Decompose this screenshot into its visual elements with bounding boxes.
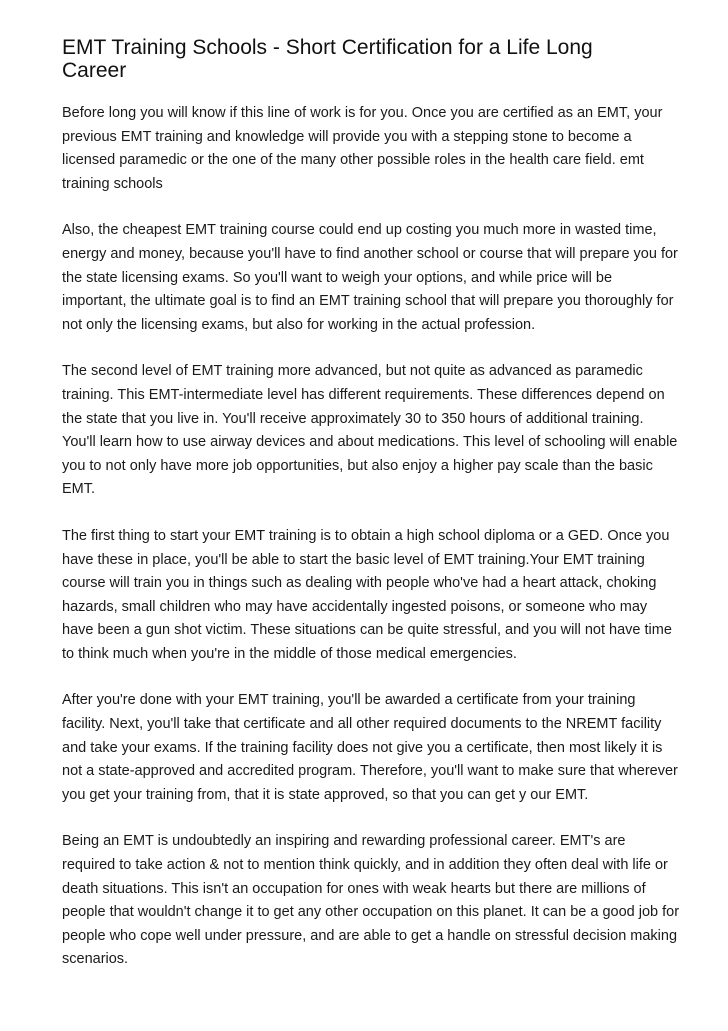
- paragraph-2: Also, the cheapest EMT training course could end up costing you much more in wasted time, energy and money, because you'll have to find another school or course that will prepare you for the state licensing exams. So you'll want to weigh your options, and while price will be important, the ultimate goal is to find an EMT training school that will prepare you thoroughly for not only the licensing exams, but also for working in the actual profession.: [62, 222, 678, 333]
- paragraph-3: The second level of EMT training more advanced, but not quite as advanced as paramedic training. This EMT-intermediate level has different requirements. These differences depend on the state that you live in. You'll receive approximately 30 to 350 hours of additional training. You'll learn how to use airway devices and about medications. This level of schooling will enable you to not only have more job opportunities, but also enjoy a higher pay scale than the basic EMT.: [62, 363, 678, 498]
- paragraph-5: After you're done with your EMT training, you'll be awarded a certificate from your training facility. Next, you'll take that certificate and all other required documents to the NREMT facility and take your exams. If the training facility does not give you a certificate, then most likely it is not a state-approved and accredited program. Therefore, you'll want to make sure that wherever you get your training from, that it is state approved, so that you can get y our EMT.: [62, 692, 678, 803]
- paragraph-6: Being an EMT is undoubtedly an inspiring and rewarding professional career. EMT's are required to take action & not to mention think quickly, and in addition they often deal with life or death situations. This isn't an occupation for ones with weak hearts but there are millions of people that wouldn't change it to get any other occupation on this planet. It can be a good job for people who cope well under pressure, and are able to get a handle on stressful decision making scenarios.: [62, 833, 680, 968]
- paragraph-4: The first thing to start your EMT training is to obtain a high school diploma or a GED. Once you have these in place, you'll be able to start the basic level of EMT training.Your EMT training course will train you in things such as dealing with people who've had a heart attack, choking hazards, small children who may have accidentally ingested poisons, or someone who may have been a gun shot victim. These situations can be quite stressful, and you will not have time to think much when you're in the middle of those medical emergencies.: [62, 527, 672, 662]
- paragraph-1: Before long you will know if this line of work is for you. Once you are certified as an EMT, your previous EMT training and knowledge will provide you with a stepping stone to become a licensed paramedic or the one of the many other possible roles in the health care field. emt training schools: [62, 105, 663, 192]
- page-title: EMT Training Schools - Short Certification for a Life Long Career: [62, 36, 593, 82]
